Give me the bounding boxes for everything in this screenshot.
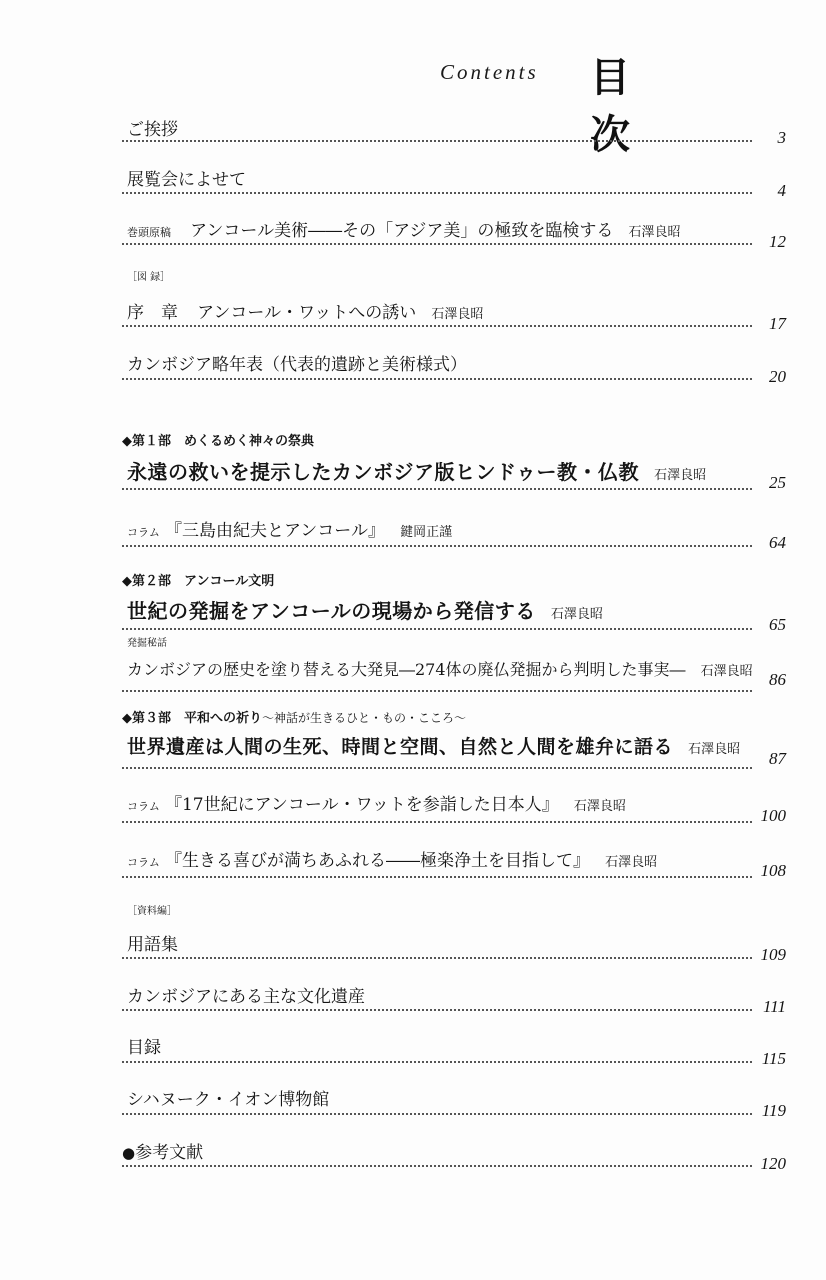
part-heading-2: ◆第２部 アンコール文明 [122,574,275,589]
contents-header [440,52,740,158]
toc-entry-column-3[interactable] [127,846,657,871]
page-number: 25 [769,473,786,492]
toc-title: カンボジアにある主な文化遺産 [127,987,365,1007]
toc-title: 目録 [127,1038,161,1058]
page-number: 64 [769,533,786,552]
page-number: 3 [777,128,786,147]
page-number: 111 [763,997,786,1016]
toc-title: 世紀の発掘をアンコールの現場から発信する [127,599,536,623]
toc-title: 『生きる喜びが満ちあふれる――極楽浄土を目指して』 [164,851,590,871]
toc-title: 世界遺産は人間の生死、時間と空間、自然と人間を雄弁に語る [127,736,674,758]
leader-dots [122,876,752,878]
page-number: 120 [760,1154,786,1173]
section-label-appendix: ［資料編］ [127,906,177,917]
leader-dots [122,767,752,769]
leader-dots [122,628,752,630]
toc-title: 『三島由紀夫とアンコール』 [164,521,385,541]
toc-title: カンボジアの歴史を塗り替える大発見―274体の廃仏発掘から判明した事実― [127,660,686,679]
toc-prefix: 序 章 [127,303,178,323]
toc-author: 鍵岡正謹 [400,525,453,540]
toc-author: 石澤良昭 [573,799,626,814]
leader-dots [122,378,752,380]
page-number: 20 [769,367,786,386]
toc-author: 石澤良昭 [688,742,741,757]
page-number: 108 [760,861,786,880]
part-subheading: ～神話が生きるひと・もの・こころ～ [262,711,467,725]
toc-title: 展覧会によせて [127,170,246,190]
toc-author: 石澤良昭 [700,664,753,679]
toc-entry-foreword[interactable] [127,165,246,190]
toc-entry-heritage[interactable] [127,982,365,1007]
leader-dots [122,325,752,327]
toc-entry-part1[interactable] [127,456,706,485]
toc-entry-glossary[interactable] [127,930,178,955]
page-number: 100 [760,806,786,825]
leader-dots [122,1165,752,1167]
toc-entry-chronology[interactable] [127,350,467,375]
toc-entry-greeting[interactable] [127,115,178,140]
bullet-icon: ● [122,1144,136,1162]
contents-title-en: Contents [440,60,539,84]
toc-entry-prologue[interactable] [127,298,483,323]
leader-dots [122,488,752,490]
toc-entry-references[interactable] [122,1138,203,1163]
toc-title: 用語集 [127,935,178,955]
toc-entry-museum[interactable] [127,1085,329,1110]
toc-title: 永遠の救いを提示したカンボジア版ヒンドゥー教・仏教 [127,460,639,484]
section-label-catalog: ［図 録］ [127,272,171,283]
leader-dots [122,545,752,547]
toc-title: アンコール美術――その「アジア美」の極致を臨検する [190,221,614,241]
toc-entry-part2[interactable] [127,595,603,624]
leader-dots [122,957,752,959]
page-number: 12 [769,232,786,251]
toc-title: ご挨拶 [127,120,178,140]
toc-entry-essay[interactable] [127,216,681,241]
page-number: 65 [769,615,786,634]
toc-title: アンコール・ワットへの誘い [197,303,417,323]
leader-dots [122,243,752,245]
toc-title: 参考文献 [135,1143,204,1163]
toc-entry-list[interactable] [127,1033,161,1058]
toc-title: カンボジア略年表（代表的遺跡と美術様式） [127,355,467,375]
page-number: 87 [769,749,786,768]
leader-dots [122,1009,752,1011]
entry-label: コラム [127,526,160,539]
toc-entry-column-2[interactable] [127,790,626,815]
entry-label: コラム [127,800,160,813]
leader-dots [122,1113,752,1115]
part-heading-3 [122,707,466,726]
toc-entry-secret[interactable] [127,657,753,680]
page-number: 4 [777,181,786,200]
leader-dots [122,140,752,142]
entry-label-secret: 発掘秘話 [127,638,167,649]
leader-dots [122,690,752,692]
leader-dots [122,1061,752,1063]
toc-title: シハヌーク・イオン博物館 [127,1090,330,1110]
toc-title: 『17世紀にアンコール・ワットを参詣した日本人』 [164,795,559,815]
toc-author: 石澤良昭 [605,855,658,870]
part-heading-text: ◆第３部 平和への祈り [122,711,262,726]
leader-dots [122,192,752,194]
part-heading-1: ◆第１部 めくるめく神々の祭典 [122,434,314,449]
toc-author: 石澤良昭 [654,468,707,483]
page-number: 115 [761,1049,786,1068]
toc-entry-part3[interactable] [127,732,740,759]
page-number: 119 [761,1101,786,1120]
page-number: 17 [769,314,786,333]
entry-label: 巻頭原稿 [127,226,171,239]
page-number: 109 [760,945,786,964]
entry-label: コラム [127,856,160,869]
toc-author: 石澤良昭 [431,307,484,322]
toc-author: 石澤良昭 [628,225,681,240]
leader-dots [122,821,752,823]
contents-title-jp: 目次 [590,55,670,158]
toc-entry-column-1[interactable] [127,516,452,541]
page-number: 86 [769,670,786,689]
toc-author: 石澤良昭 [550,607,603,622]
